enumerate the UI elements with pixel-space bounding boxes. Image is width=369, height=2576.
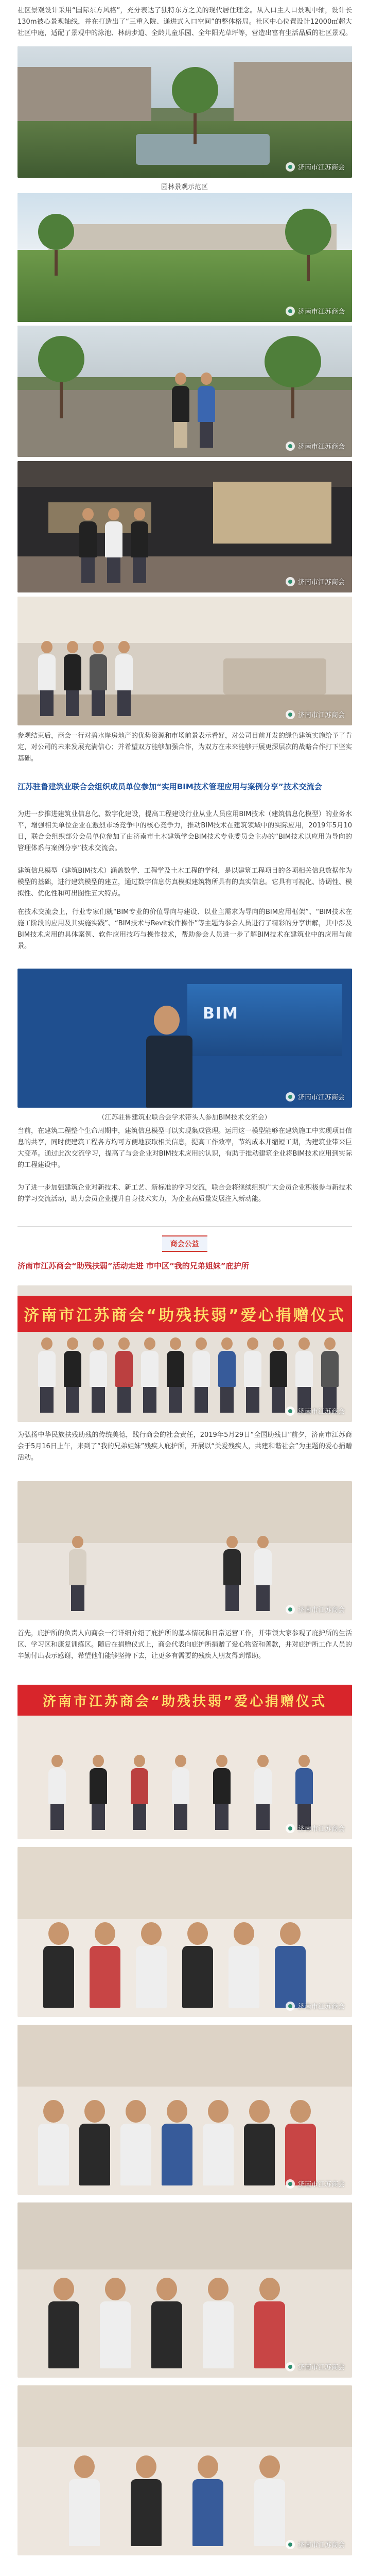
donation-banner: 济南市江苏商会“助残扶弱”爱心捐赠仪式 [17,1685,352,1716]
showroom-photo [17,597,352,725]
charity-paragraph-1: 为弘扬中华民族扶残助残的传统美德，践行商会的社会责任，2019年5月29日“全国助残日”前夕，济南市江苏商会于5月16日上午，来到了“我的兄弟姐妹”残疾人庇护所，开展以“关爱残疾人，共建和谐社会”为主题的爱心捐赠活动。 [17,1431,352,1462]
photo-watermark: 济南市江苏商会 [286,709,345,719]
photo-watermark: 济南市江苏商会 [286,1406,345,1416]
sales-center-photo [17,461,352,592]
wechat-logo-icon [286,1406,295,1416]
bim-paragraph-5: 为了进一步加强建筑企业对新技术、新工艺、新标准的学习交流，联合会将继续组织广大会员企业积极参与新技术的学习交流活动，助力会员企业提升自身技术实力，为企业高质量发展注入新动能。 [17,1184,353,1203]
landscape-photo [17,46,352,178]
wechat-logo-icon [286,2002,295,2011]
bim-speaker-photo: BIM 济南市江苏商会 [17,969,352,1108]
photo-watermark: 济南市江苏商会 [286,2362,345,2371]
photo-watermark: 济南市江苏商会 [286,1604,345,1614]
wechat-logo-icon [286,442,295,451]
charity-photo-6 [17,2202,352,2378]
photo-watermark: 济南市江苏商会 [286,441,345,451]
charity-paragraph-2: 首先，庇护所的负责人向商会一行详细介绍了庇护所的基本情况和日常运营工作，并带领大家参观了庇护所的生活区、学习区和康复训练区。随后在捐赠仪式上，商会代表向庇护所捐赠了爱心物资和善款，并对庇护所工作人员的辛勤付出表示感谢，希望他们能够坚持下去，让更多有需要的残疾人朋友得到帮助。 [17,1630,353,1660]
wechat-logo-icon [286,2362,295,2371]
photo-watermark: 济南市江苏商会 [286,162,345,172]
charity-tag: 商会公益 [0,1235,369,1252]
wechat-logo-icon [286,1092,295,1101]
photo-watermark: 济南市江苏商会 [286,2539,345,2549]
bim-paragraph-4: 当前，在建筑工程整个生命周期中，建筑信息模型可以实现集成管理。运用这一模型能够在建筑施工中实现项目信息的共享，同时使建筑工程各方均可方便地获取相关信息，提高工作效率，节约成本并缩短工期，为建筑业带来巨大变革。通过此次交流学习，提高了与会企业对BIM技术应用的认识，有助于推动建筑企业将BIM技术应用到实际的工程建设中。 [17,1127,353,1169]
bim-paragraph-1: 为进一步推进建筑业信息化、数字化建设，提高工程建设行业从业人员应用BIM技术（建筑信息化模型）的业务水平，增强相关单位企业在激烈市场竞争中的核心竞争力，推动BIM技术在建筑领域中的实际应用，2019年5月10日，联合会组织部分会员单位参加了由济南市土木建筑学会BIM技术专业委员会主办的“BIM技术以应用为导向的管理体系与案例分享”技术交流会。 [17,810,352,852]
photo-watermark: 济南市江苏商会 [286,2001,345,2011]
photo-watermark: 济南市江苏商会 [286,2179,345,2189]
photo-watermark: 济南市江苏商会 [286,1092,345,1101]
charity-section-heading: 济南市江苏商会“助残扶弱”活动走进 市中区“我的兄弟姐妹”庇护所 [17,1261,249,1270]
wechat-logo-icon [286,162,295,172]
garden-photo [17,193,352,322]
visit-summary: 参观结束后，商会一行对碧水岸房地产的优势资源和市场前景表示看好，对公司目前开发的绿色建筑实施给予了肯定，对公司的未来发展充满信心；并希望双方能够加强合作，为双方在未来能够开展更深层次的战略合作打下坚实基础。 [17,732,353,762]
section-divider [17,1226,352,1227]
photo-watermark: 济南市江苏商会 [286,306,345,316]
bim-paragraph-2: 建筑信息模型（建筑BIM技术）涵盖数学、工程学及土木工程的学科，是以建筑工程项目的各项相关信息数据作为模型的基础，进行建筑模型的建立，通过数字信息仿真模拟建筑物所具有的真实信息。它具有可视化、协调性、模拟性、优化性和可出图性五大特点。 [17,867,353,897]
landscape-intro: 社区景观设计采用“国际东方风格”，充分表达了独特东方之美的现代居住理念。从入口主人口景观中轴，设计长130m被心景观轴线，并在打造出了“三重入院、递进式入口空间”的整体格局。社区中心位置设计12000㎡超大社区中庭，适配了景观中的泳池、林荫步道、全龄儿童乐园、全年阳光草坪等，营造出富有生活品质的社区景观。 [17,7,353,37]
charity-photo-7 [17,2385,352,2555]
donation-ceremony-photo [17,1285,352,1422]
wechat-logo-icon [286,1605,295,1614]
photo-watermark: 济南市江苏商会 [286,1823,345,1833]
bim-paragraph-3: 在技术交流会上，行业专家们就“BIM专业的价值导向与建设、以业主需求为导向的BIM应用框架”、“BIM技术在施工阶段的应用及其实施实践”、“BIM技术与Revit软件操作”等主题为参会人员进行了精彩的分享讲解，其中涉及BIM技术应用的具体案例、软件应用技巧与操作技术，帮助参会人员进一步了解BIM技术在建筑业中的应用与前景。 [17,908,352,950]
bim-section-heading: 江苏驻鲁建筑业联合会组织成员单位参加“实用BIM技术管理应用与案例分享”技术交流会 [17,782,322,791]
donation-group-photo [17,1685,352,1839]
photo-caption: 园林景观示范区 [161,183,208,191]
wechat-logo-icon [286,1824,295,1833]
charity-photo-5 [17,2025,352,2195]
wechat-logo-icon [286,2540,295,2549]
charity-photo-2 [17,1481,352,1620]
bim-photo-caption: （江苏驻鲁建筑业联合会学术带头人参加BIM技术交流会） [98,1114,271,1122]
wechat-logo-icon [286,577,295,586]
wechat-logo-icon [286,2179,295,2189]
wechat-logo-icon [286,710,295,719]
donation-banner: 济南市江苏商会“助残扶弱”爱心捐赠仪式 [17,1296,352,1332]
photo-watermark: 济南市江苏商会 [286,577,345,586]
charity-photo-4 [17,1847,352,2017]
wechat-logo-icon [286,307,295,316]
two-men-photo [17,326,352,457]
